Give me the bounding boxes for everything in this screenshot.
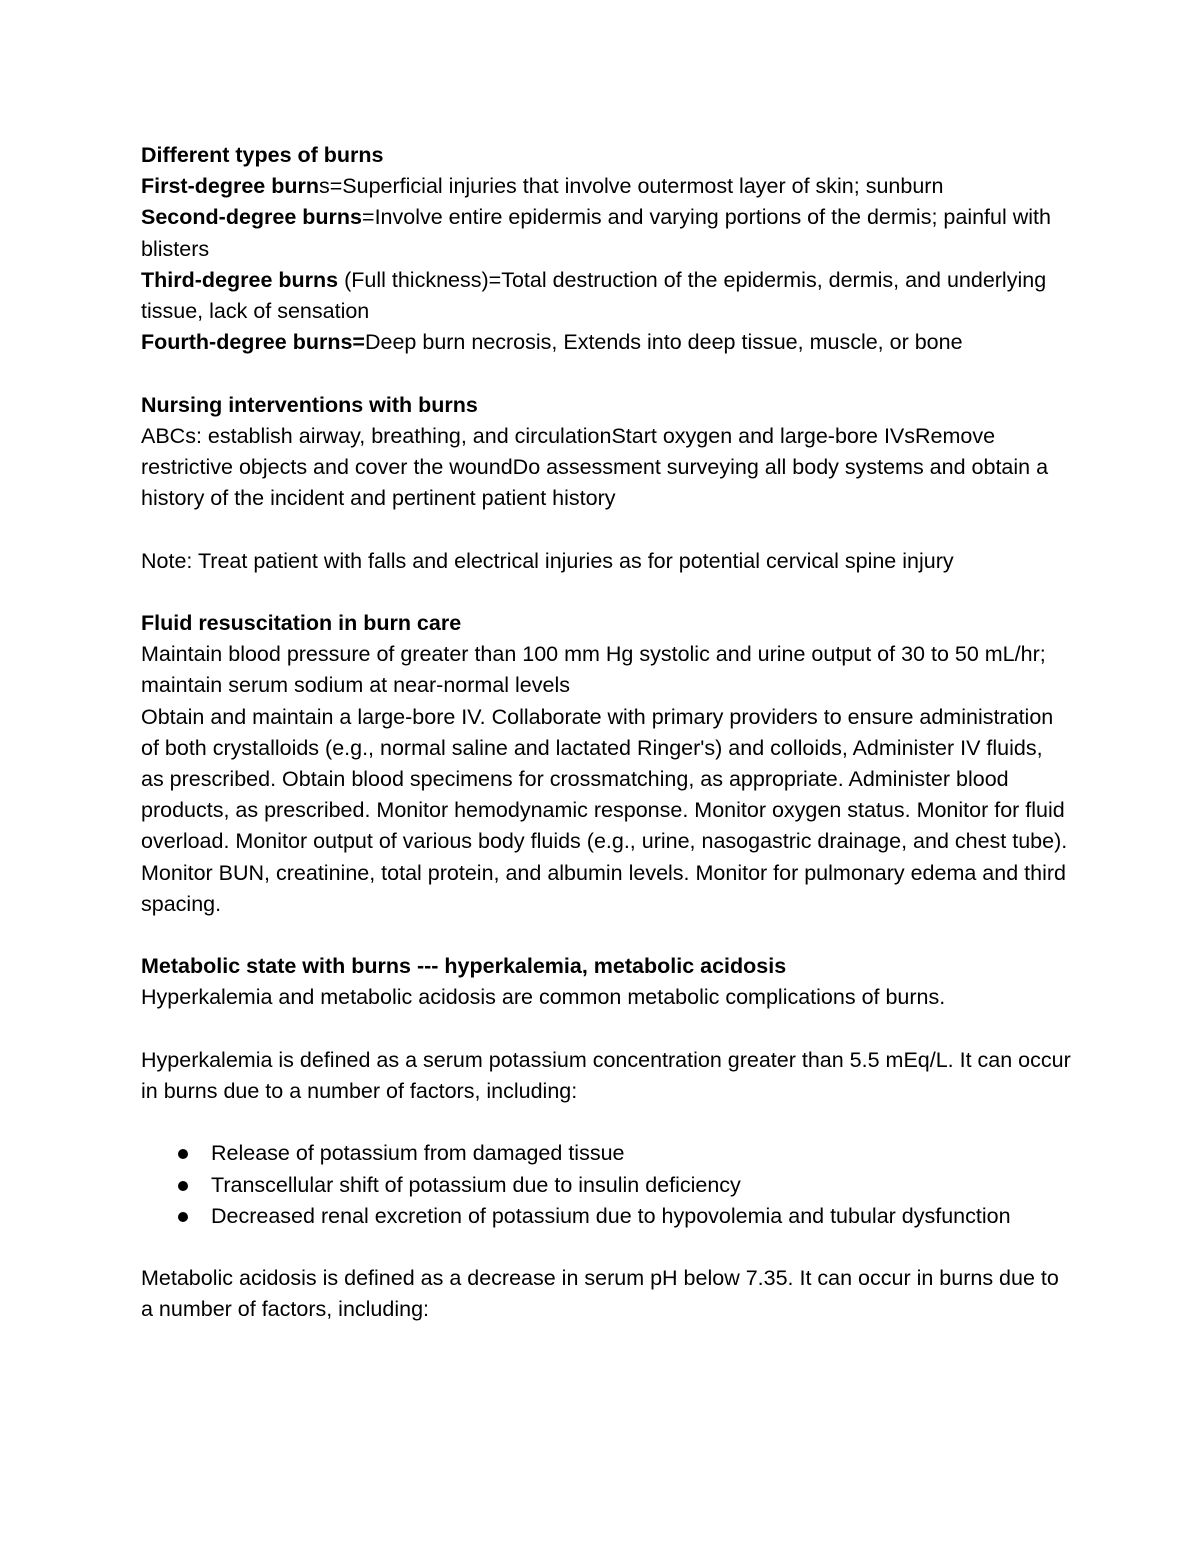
metabolic-intro: Hyperkalemia and metabolic acidosis are common metabolic complications of burns.: [141, 985, 946, 1010]
hyperkalemia-definition: Hyperkalemia is defined as a serum potassium concentration greater than 5.5 mEq/L. It can occur in burns due to a number of factors, including:: [141, 1047, 1071, 1104]
heading-metabolic-state: Metabolic state with burns --- hyperkalemia, metabolic acidosis: [141, 954, 787, 979]
first-degree-burns: First-degree burns=Superficial injuries that involve outermost layer of skin; sunburn: [141, 174, 944, 199]
heading-types-of-burns: Different types of burns: [141, 143, 384, 167]
fourth-degree-burns: Fourth-degree burns=Deep burn necrosis, Extends into deep tissue, muscle, or bone: [141, 330, 963, 355]
heading-nursing-interventions: Nursing interventions with burns: [141, 392, 478, 417]
bullet-icon: [178, 1149, 188, 1159]
bullet-icon: [178, 1181, 188, 1191]
spacer: [141, 1107, 1071, 1138]
fluid-resuscitation-para-2: Obtain and maintain a large-bore IV. Collaborate with primary providers to ensure administration of both crystalloids (e.g., normal saline and lactated Ringer's) and colloids, Administer IV fluids, as prescribed. Obtain blood specimens for crossmatching, as appropriate. Administer blood products, as prescribed. Monitor hemodynamic response. Monitor oxygen status. Monitor for fluid overload. Monitor output of various body fluids (e.g., urine, nasogastric drainage, and chest tube). Monitor BUN, creatinine, total protein, and albumin levels. Monitor for pulmonary edema and third spacing.: [141, 704, 1068, 916]
spacer: [141, 1232, 1071, 1263]
heading-fluid-resuscitation: Fluid resuscitation in burn care: [141, 611, 462, 635]
cervical-spine-note: Note: Treat patient with falls and electrical injuries as for potential cervical spine injury: [141, 548, 954, 573]
list-item: Release of potassium from damaged tissue: [141, 1138, 1071, 1169]
document-page: [141, 140, 1071, 1326]
fluid-resuscitation-para-1: Maintain blood pressure of greater than 100 mm Hg systolic and urine output of 30 to 50 mL/hr; maintain serum sodium at near-normal levels: [141, 642, 1046, 698]
second-degree-burns: Second-degree burns=Involve entire epidermis and varying portions of the dermis; painful with blisters: [141, 205, 1051, 261]
hyperkalemia-factors-list: [141, 1138, 1071, 1232]
spacer: [141, 577, 1071, 608]
spacer: [141, 514, 1071, 545]
nursing-interventions-body: ABCs: establish airway, breathing, and circulationStart oxygen and large-bore IVsRemove restrictive objects and cover the woundDo assessment surveying all body systems and obtain a history of the incident and pertinent patient history: [141, 423, 1049, 511]
spacer: [141, 920, 1071, 951]
list-item: Decreased renal excretion of potassium due to hypovolemia and tubular dysfunction: [141, 1201, 1071, 1232]
spacer: [141, 1014, 1071, 1045]
spacer: [141, 358, 1071, 389]
list-item: Transcellular shift of potassium due to insulin deficiency: [141, 1170, 1071, 1201]
third-degree-burns: Third-degree burns (Full thickness)=Total destruction of the epidermis, dermis, and underlying tissue, lack of sensation: [141, 267, 1047, 324]
metabolic-acidosis-definition: Metabolic acidosis is defined as a decrease in serum pH below 7.35. It can occur in burns due to a number of factors, including:: [141, 1266, 1059, 1322]
bullet-icon: [178, 1212, 188, 1222]
